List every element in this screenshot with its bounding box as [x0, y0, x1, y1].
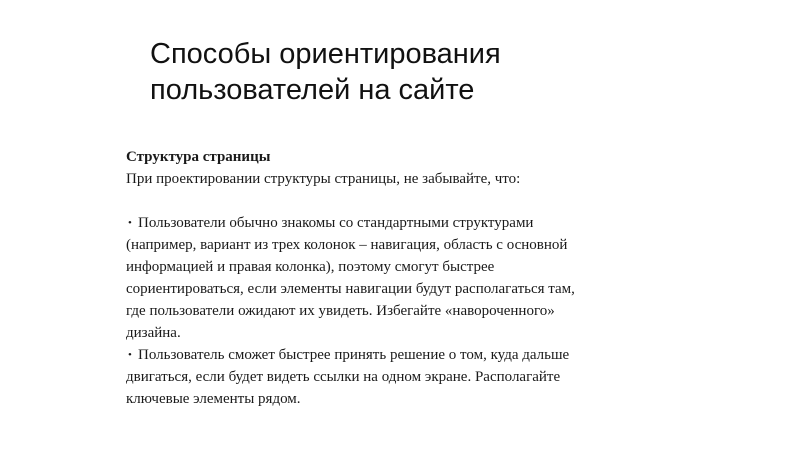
section-heading: Структура страницы — [126, 149, 271, 165]
slide-title-line-2: пользователей на сайте — [150, 74, 475, 106]
bullet-2-line-1-text: Пользователь сможет быстрее принять решение о том, куда дальше — [138, 347, 570, 363]
spacer — [126, 190, 686, 212]
bullet-1-line-1 — [126, 212, 686, 234]
bullet-1-line-4: сориентироваться, если элементы навигации будут располагаться там, — [126, 281, 575, 297]
bullet-dot-icon: • — [128, 217, 132, 229]
bullet-list — [126, 212, 686, 410]
bullet-2-line-3: ключевые элементы рядом. — [126, 391, 301, 407]
bullet-dot-icon: • — [128, 349, 132, 361]
bullet-item-2 — [126, 344, 686, 410]
slide-title-line-1: Способы ориентирования — [150, 38, 501, 70]
slide-body — [126, 146, 686, 410]
bullet-1-line-3: информацией и правая колонка), поэтому смогут быстрее — [126, 259, 495, 275]
intro-text: При проектировании структуры страницы, не забывайте, что: — [126, 171, 521, 187]
bullet-1-line-5: где пользователи ожидают их увидеть. Избегайте «навороченного» — [126, 303, 555, 319]
bullet-2-line-1 — [126, 344, 686, 366]
bullet-1-line-6: дизайна. — [126, 325, 181, 341]
slide-title — [150, 36, 710, 108]
bullet-1-line-2: (например, вариант из трех колонок – навигация, область с основной — [126, 237, 568, 253]
bullet-1-line-1-text: Пользователи обычно знакомы со стандартными структурами — [138, 215, 534, 231]
bullet-item-1 — [126, 212, 686, 344]
bullet-2-line-2: двигаться, если будет видеть ссылки на одном экране. Располагайте — [126, 369, 561, 385]
